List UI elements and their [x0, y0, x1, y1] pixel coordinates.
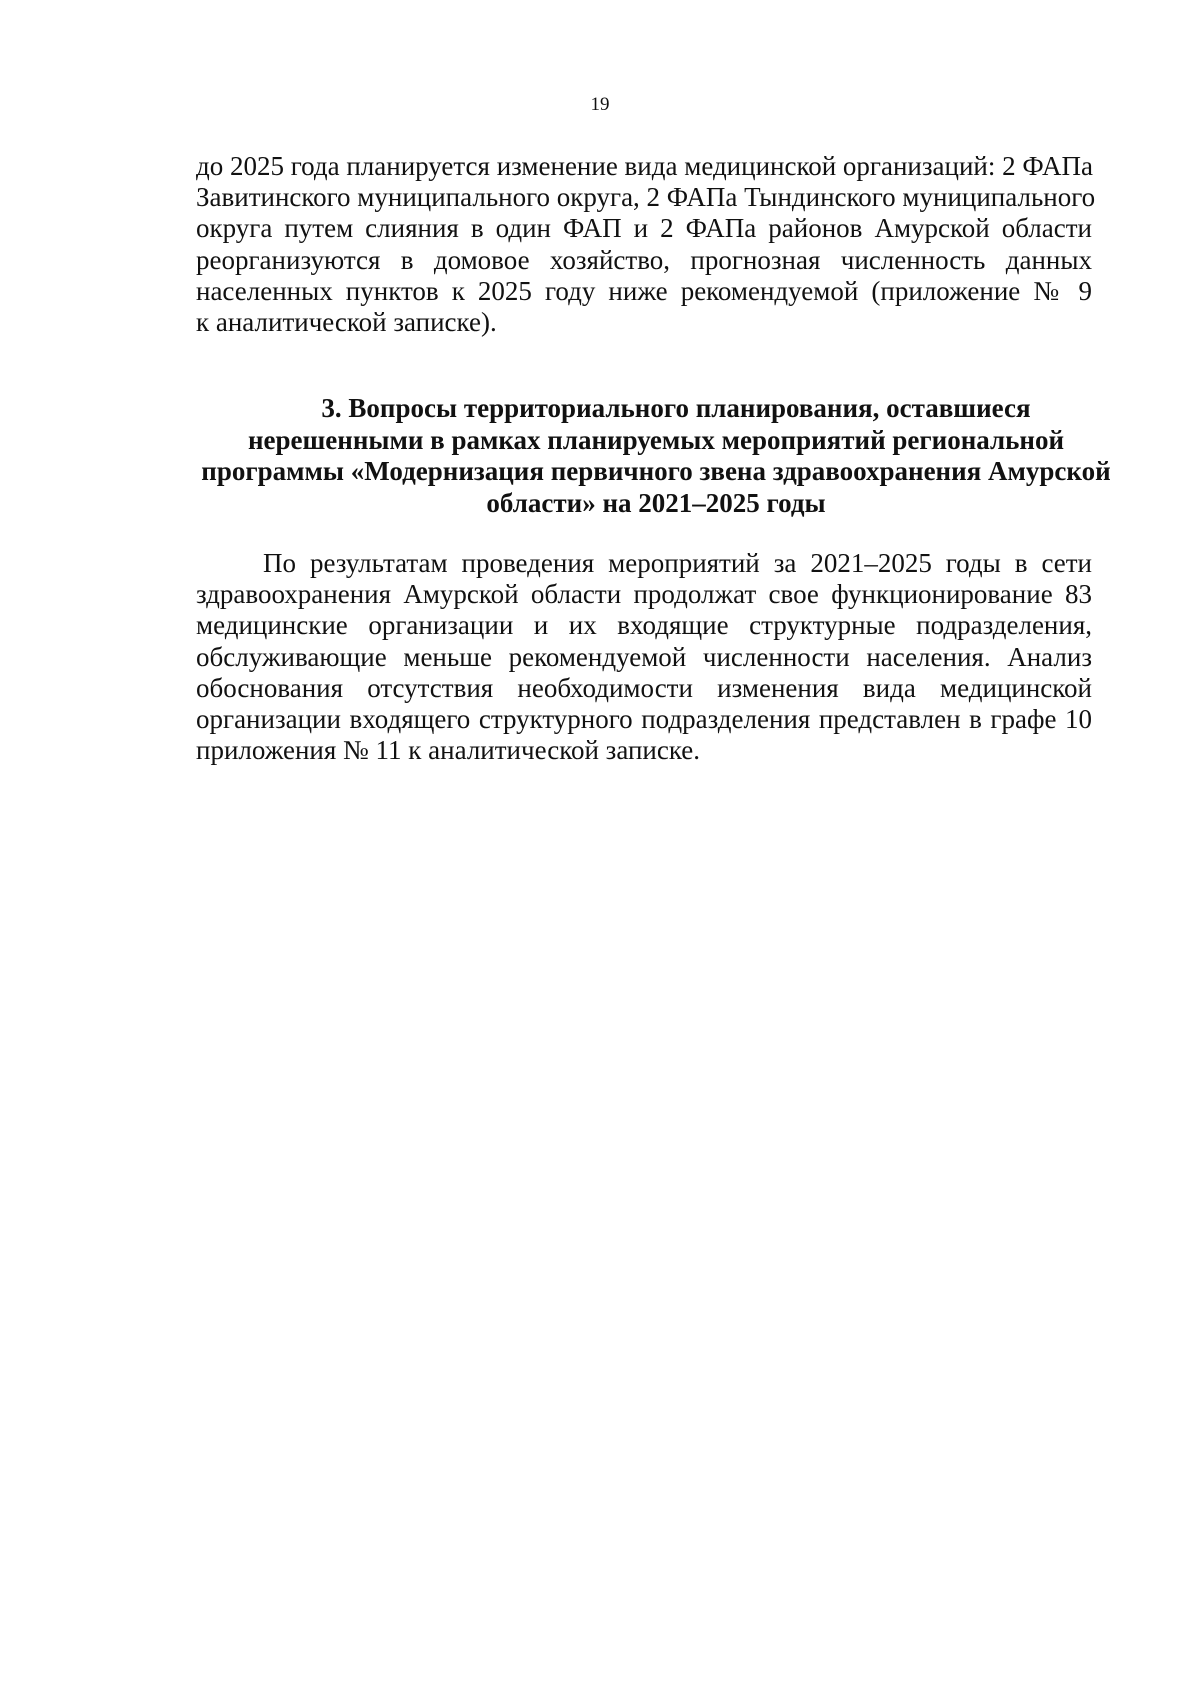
paragraph-line: к аналитической записке). [196, 307, 497, 338]
paragraph-line: округа путем слияния в один ФАП и 2 ФАПа районов Амурской области [196, 213, 1092, 244]
heading-line: 3. Вопросы территориального планирования, оставшиеся [321, 393, 1031, 423]
paragraph-line: населенных пунктов к 2025 году ниже рекомендуемой (приложение № 9 [196, 275, 1092, 306]
paragraph-line: обслуживающие меньше рекомендуемой численности населения. Анализ [196, 641, 1092, 672]
paragraph-activity-results [196, 548, 1092, 766]
paragraph-fap-reorganization [196, 151, 1096, 338]
paragraph-line: организации входящего структурного подразделения представлен в графе 10 [196, 704, 1092, 735]
page-number: 19 [590, 94, 610, 115]
paragraph-line: Завитинского муниципального округа, 2 ФАПа Тындинского муниципального [196, 182, 1096, 213]
paragraph-line: По результатам проведения мероприятий за 2021–2025 годы в сети [263, 548, 1092, 578]
paragraph-line: до 2025 года планируется изменение вида медицинской организаций: 2 ФАПа [196, 151, 1093, 181]
paragraph-line: обоснования отсутствия необходимости изменения вида медицинской [196, 672, 1092, 703]
section-heading [196, 393, 1116, 519]
heading-line: области» на 2021–2025 годы [486, 487, 826, 518]
paragraph-line: медицинские организации и их входящие структурные подразделения, [196, 610, 1092, 641]
paragraph-line: приложения № 11 к аналитической записке. [196, 735, 701, 766]
heading-line: нерешенными в рамках планируемых мероприятий региональной [247, 424, 1065, 455]
heading-line: программы «Модернизация первичного звена здравоохранения Амурской [201, 456, 1111, 486]
paragraph-line: реорганизуются в домовое хозяйство, прогнозная численность данных [196, 244, 1092, 275]
paragraph-line: здравоохранения Амурской области продолжат свое функционирование 83 [196, 579, 1092, 610]
